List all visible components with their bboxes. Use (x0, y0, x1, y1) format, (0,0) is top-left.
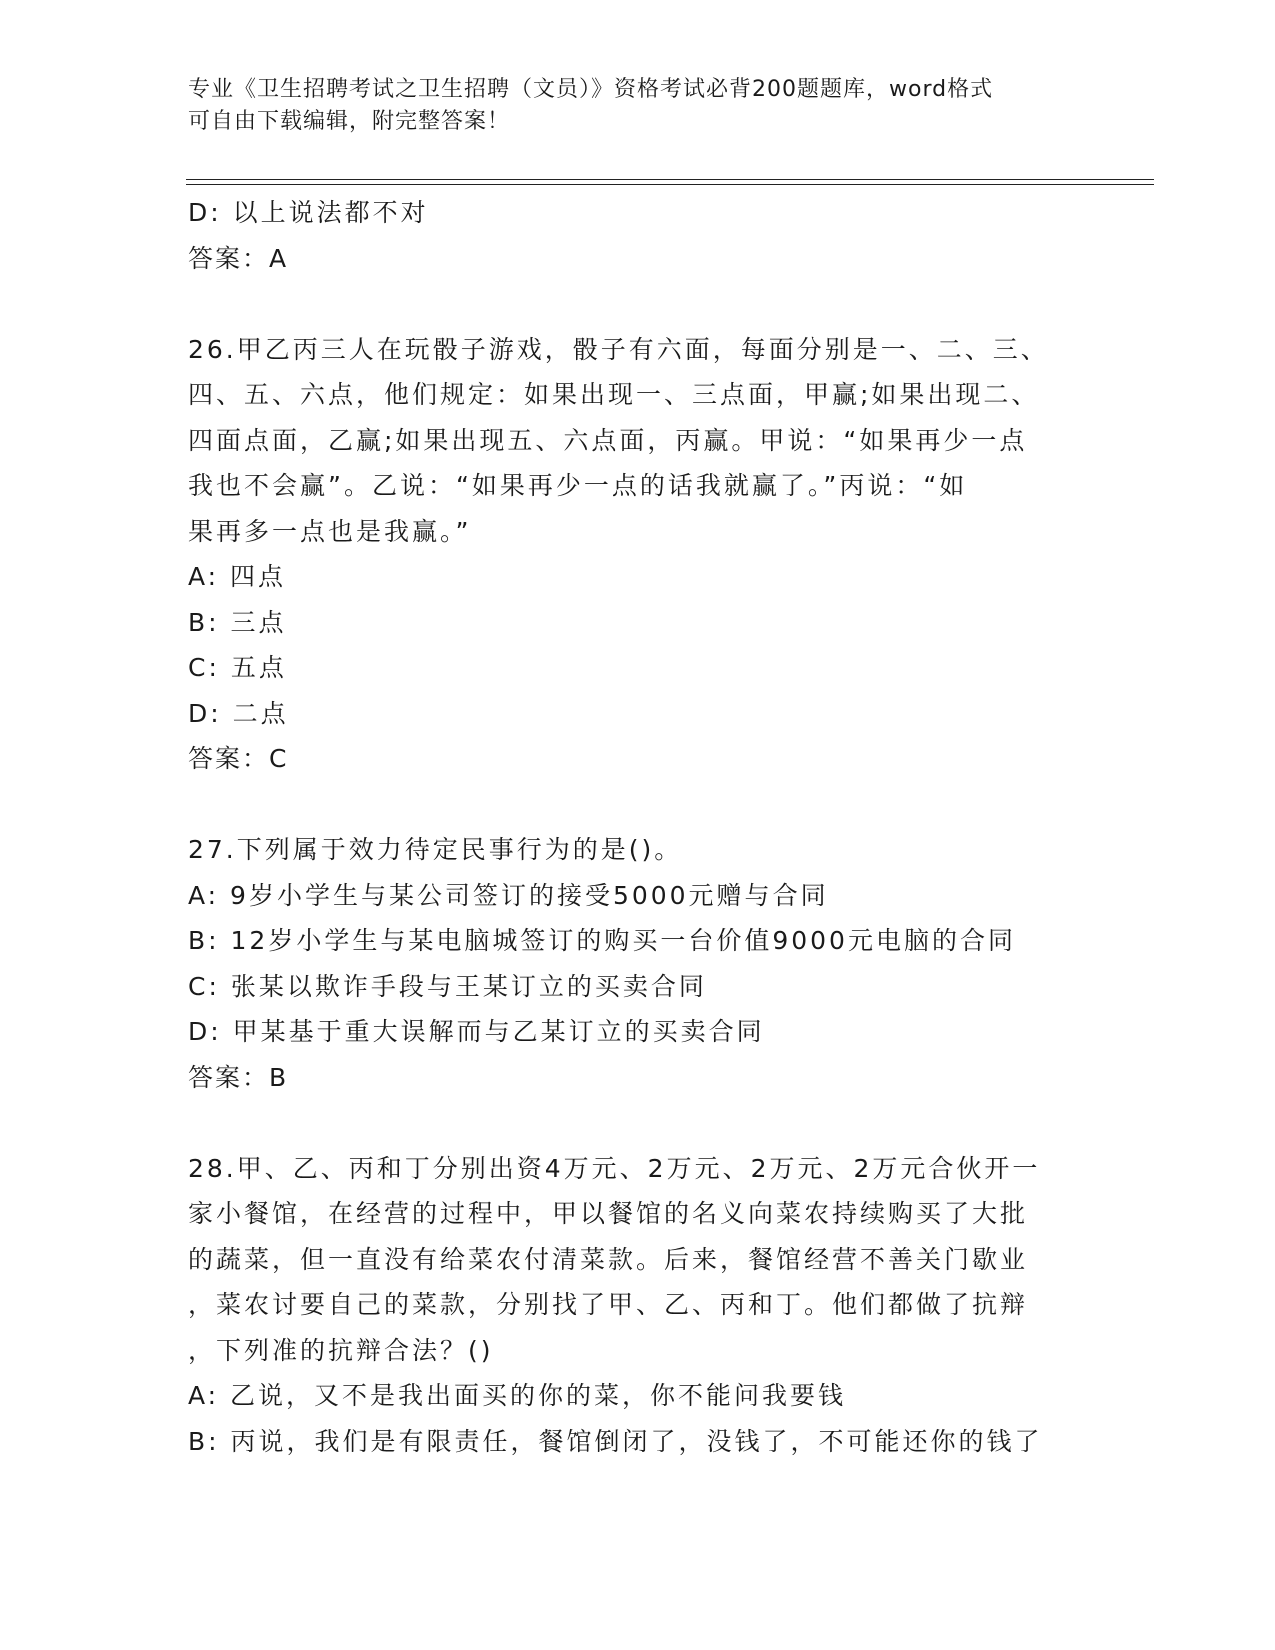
q28-stem-line: 28.甲、乙、丙和丁分别出资4万元、2万元、2万元、2万元合伙开一 (188, 1153, 1041, 1183)
question-27 (188, 827, 1088, 1100)
q25-option-d: D: 以上说法都不对 (188, 198, 429, 227)
header-line-2: 可自由下载编辑，附完整答案！ (188, 109, 511, 134)
header-divider-bottom (186, 184, 1154, 185)
q28-stem-line: ，菜农讨要自己的菜款，分别找了甲、乙、丙和丁。他们都做了抗辩 (188, 1290, 1029, 1319)
q28-option-a: A: 乙说，又不是我出面买的你的菜，你不能问我要钱 (188, 1381, 847, 1410)
q25-answer: 答案：A (188, 243, 289, 273)
q26-option-b: B: 三点 (188, 607, 287, 637)
q26-option-a: A: 四点 (188, 562, 287, 591)
q26-stem-line: 我也不会赢”。乙说：“如果再少一点的话我就赢了。”丙说：“如 (188, 471, 968, 500)
header-divider-top (186, 179, 1154, 180)
q26-option-d: D: 二点 (188, 698, 289, 728)
q27-answer: 答案：B (188, 1062, 289, 1092)
q28-stem-line: 的蔬菜，但一直没有给菜农付清菜款。后来，餐馆经营不善关门歇业 (188, 1244, 1029, 1274)
q26-stem-line: 26.甲乙丙三人在玩骰子游戏，骰子有六面，每面分别是一、二、三、 (188, 334, 1049, 364)
question-28 (188, 1146, 1088, 1465)
question-spacer (188, 782, 1088, 828)
question-spacer (188, 281, 1088, 327)
q27-option-c: C: 张某以欺诈手段与王某订立的买卖合同 (188, 971, 707, 1001)
q26-stem-line: 四面点面，乙赢;如果出现五、六点面，丙赢。甲说：“如果再少一点 (188, 425, 1028, 455)
question-26 (188, 327, 1088, 782)
q26-answer: 答案：C (188, 744, 289, 773)
q28-stem-line: 家小餐馆，在经营的过程中，甲以餐馆的名义向菜农持续购买了大批 (188, 1199, 1029, 1228)
header-line-1: 专业《卫生招聘考试之卫生招聘（文员）》资格考试必背200题题库，word格式 (188, 77, 994, 102)
q27-stem-line: 27.下列属于效力待定民事行为的是()。 (188, 835, 683, 864)
q27-option-d: D: 甲某基于重大误解而与乙某订立的买卖合同 (188, 1017, 765, 1046)
document-header (188, 74, 1088, 138)
q28-stem-line: ，下列准的抗辩合法？() (188, 1335, 494, 1365)
q26-stem-line: 果再多一点也是我赢。” (188, 516, 472, 546)
q28-option-b: B: 丙说，我们是有限责任，餐馆倒闭了，没钱了，不可能还你的钱了 (188, 1426, 1043, 1456)
q27-option-a: A: 9岁小学生与某公司签订的接受5000元赠与合同 (188, 880, 829, 910)
question-spacer (188, 1100, 1088, 1146)
q26-option-c: C: 五点 (188, 653, 287, 682)
document-body (188, 190, 1088, 1464)
q27-option-b: B: 12岁小学生与某电脑城签订的购买一台价值9000元电脑的合同 (188, 926, 1016, 955)
q26-stem-line: 四、五、六点，他们规定：如果出现一、三点面，甲赢;如果出现二、 (188, 380, 1040, 409)
